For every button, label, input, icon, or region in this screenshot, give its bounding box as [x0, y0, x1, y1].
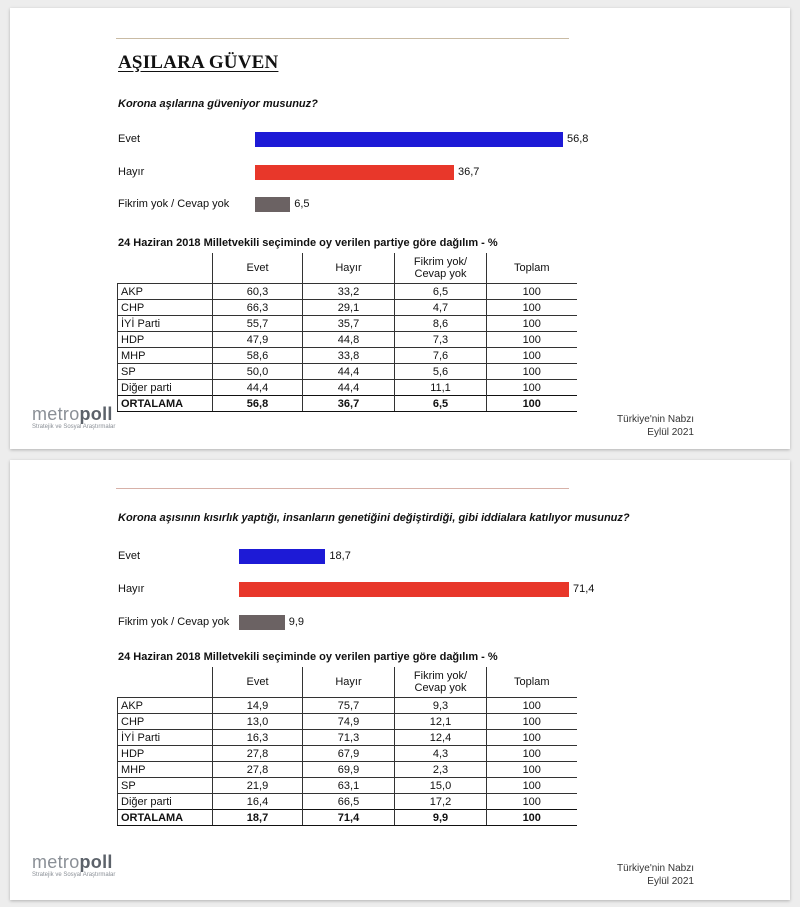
table-cell: 100 [487, 348, 577, 364]
footer-line-2: Eylül 2021 [647, 427, 694, 438]
table-cell: 71,3 [303, 730, 395, 746]
table-title: 24 Haziran 2018 Milletvekili seçiminde oy verilen partiye göre dağılım - % [118, 237, 498, 249]
table-cell: 7,3 [395, 332, 487, 348]
table-cell: CHP [118, 300, 213, 316]
slide-top-line [116, 488, 569, 489]
table-row [118, 730, 577, 746]
table-cell: 44,4 [303, 380, 395, 396]
table-cell: 12,1 [395, 714, 487, 730]
bar-fikrim-yok-cevap-yok [255, 197, 290, 212]
table-cell: SP [118, 364, 213, 380]
column-header: Hayır [303, 253, 395, 284]
table-cell: 14,9 [213, 698, 303, 714]
bar-label: Evet [118, 133, 141, 145]
table-row [118, 284, 577, 300]
table-cell: 27,8 [213, 746, 303, 762]
table-cell: 100 [487, 300, 577, 316]
table-cell: 100 [487, 730, 577, 746]
table-cell: 100 [487, 396, 577, 412]
distribution-table [117, 253, 577, 412]
table-cell: 71,4 [303, 810, 395, 826]
bar-fikrim-yok-cevap-yok [239, 615, 285, 630]
table-row [118, 714, 577, 730]
average-row [118, 396, 577, 412]
footer-line-1: Türkiye'nin Nabzı [617, 863, 694, 874]
brand-name-bold: poll [79, 404, 113, 424]
table-cell: MHP [118, 762, 213, 778]
table-cell: 44,8 [303, 332, 395, 348]
table-cell: HDP [118, 332, 213, 348]
table-cell: 15,0 [395, 778, 487, 794]
table-cell: 55,7 [213, 316, 303, 332]
table-row [118, 380, 577, 396]
slide-top-line [116, 38, 569, 39]
column-header [118, 667, 213, 698]
footer-line-1: Türkiye'nin Nabzı [617, 414, 694, 425]
table-cell: 47,9 [213, 332, 303, 348]
table-cell: 9,9 [395, 810, 487, 826]
table-cell: Diğer parti [118, 380, 213, 396]
table-cell: 100 [487, 380, 577, 396]
table-cell: 100 [487, 284, 577, 300]
table-cell: HDP [118, 746, 213, 762]
table-cell: 8,6 [395, 316, 487, 332]
footer-note [617, 862, 694, 888]
table-row [118, 698, 577, 714]
brand-subtitle: Stratejik ve Sosyal Araştırmalar [32, 424, 116, 430]
table-cell: 4,3 [395, 746, 487, 762]
table-cell: 67,9 [303, 746, 395, 762]
table-cell: 17,2 [395, 794, 487, 810]
slide-vaccine-claims [10, 460, 790, 900]
table-cell: 100 [487, 332, 577, 348]
table-row [118, 348, 577, 364]
table-cell: 100 [487, 364, 577, 380]
table-cell: 21,9 [213, 778, 303, 794]
table-cell: 2,3 [395, 762, 487, 778]
table-cell: İYİ Parti [118, 316, 213, 332]
table-row [118, 762, 577, 778]
column-header [118, 253, 213, 284]
bar-value-label: 18,7 [329, 550, 351, 562]
bar-value-label: 9,9 [288, 616, 305, 628]
bar-label: Fikrim yok / Cevap yok [118, 198, 230, 210]
brand-name: metro [32, 852, 80, 872]
question-text: Korona aşılarına güveniyor musunuz? [118, 98, 318, 110]
table-row [118, 316, 577, 332]
bar-value-label: 56,8 [567, 133, 589, 145]
table-title: 24 Haziran 2018 Milletvekili seçiminde oy verilen partiye göre dağılım - % [118, 651, 498, 663]
table-cell: 16,4 [213, 794, 303, 810]
bar-label: Hayır [118, 583, 145, 595]
table-cell: 100 [487, 714, 577, 730]
bar-label: Hayır [118, 166, 145, 178]
table-cell: 60,3 [213, 284, 303, 300]
brand-name-bold: poll [79, 852, 113, 872]
table-cell: 13,0 [213, 714, 303, 730]
table-cell: 75,7 [303, 698, 395, 714]
table-cell: 29,1 [303, 300, 395, 316]
brand-name: metro [32, 404, 80, 424]
table-cell: 74,9 [303, 714, 395, 730]
bar-hayır [239, 582, 569, 597]
table-cell: 63,1 [303, 778, 395, 794]
table-cell: 58,6 [213, 348, 303, 364]
table-cell: 50,0 [213, 364, 303, 380]
column-header: Evet [213, 253, 303, 284]
bar-value-label: 36,7 [458, 166, 480, 178]
table-cell: 33,8 [303, 348, 395, 364]
table-cell: 12,4 [395, 730, 487, 746]
table-cell: MHP [118, 348, 213, 364]
table-cell: 6,5 [395, 284, 487, 300]
table-cell: 100 [487, 698, 577, 714]
table-cell: 100 [487, 762, 577, 778]
table-cell: 27,8 [213, 762, 303, 778]
bar-label: Evet [118, 550, 141, 562]
bar-label: Fikrim yok / Cevap yok [118, 616, 230, 628]
question-text: Korona aşısının kısırlık yaptığı, insanların genetiğini değiştirdiği, gibi iddialara katılıyor musunuz? [118, 512, 630, 524]
table-cell: CHP [118, 714, 213, 730]
distribution-table [117, 667, 577, 826]
table-cell: 100 [487, 316, 577, 332]
table-row [118, 794, 577, 810]
table-cell: AKP [118, 698, 213, 714]
table-cell: 11,1 [395, 380, 487, 396]
table-cell: 6,5 [395, 396, 487, 412]
table-cell: 56,8 [213, 396, 303, 412]
column-header: Hayır [303, 667, 395, 698]
table-row [118, 778, 577, 794]
table-cell: 100 [487, 810, 577, 826]
table-cell: 4,7 [395, 300, 487, 316]
table-cell: 36,7 [303, 396, 395, 412]
table-cell: İYİ Parti [118, 730, 213, 746]
table-cell: 100 [487, 794, 577, 810]
column-header: Fikrim yok/ Cevap yok [395, 253, 487, 284]
table-cell: 7,6 [395, 348, 487, 364]
table-row [118, 300, 577, 316]
column-header: Fikrim yok/ Cevap yok [395, 667, 487, 698]
table-cell: ORTALAMA [118, 810, 213, 826]
table-cell: 69,9 [303, 762, 395, 778]
bar-value-label: 71,4 [573, 583, 595, 595]
table-cell: 16,3 [213, 730, 303, 746]
table-row [118, 364, 577, 380]
table-cell: 66,5 [303, 794, 395, 810]
footer-note [617, 413, 694, 439]
brand-logo [32, 404, 115, 430]
table-cell: 33,2 [303, 284, 395, 300]
bar-evet [239, 549, 325, 564]
table-cell: 18,7 [213, 810, 303, 826]
table-row [118, 332, 577, 348]
table-cell: 100 [487, 778, 577, 794]
table-cell: SP [118, 778, 213, 794]
table-cell: ORTALAMA [118, 396, 213, 412]
table-cell: AKP [118, 284, 213, 300]
table-row [118, 746, 577, 762]
table-cell: 9,3 [395, 698, 487, 714]
table-cell: 66,3 [213, 300, 303, 316]
bar-evet [255, 132, 563, 147]
average-row [118, 810, 577, 826]
table-cell: Diğer parti [118, 794, 213, 810]
column-header: Evet [213, 667, 303, 698]
table-cell: 100 [487, 746, 577, 762]
column-header: Toplam [487, 253, 577, 284]
brand-logo [32, 852, 115, 878]
column-header: Toplam [487, 667, 577, 698]
table-cell: 44,4 [303, 364, 395, 380]
brand-subtitle: Stratejik ve Sosyal Araştırmalar [32, 872, 116, 878]
bar-hayır [255, 165, 454, 180]
table-cell: 5,6 [395, 364, 487, 380]
slide-title: AŞILARA GÜVEN [118, 52, 279, 73]
table-cell: 35,7 [303, 316, 395, 332]
footer-line-2: Eylül 2021 [647, 876, 694, 887]
slide-vaccine-trust [10, 8, 790, 449]
bar-value-label: 6,5 [294, 198, 310, 210]
table-cell: 44,4 [213, 380, 303, 396]
